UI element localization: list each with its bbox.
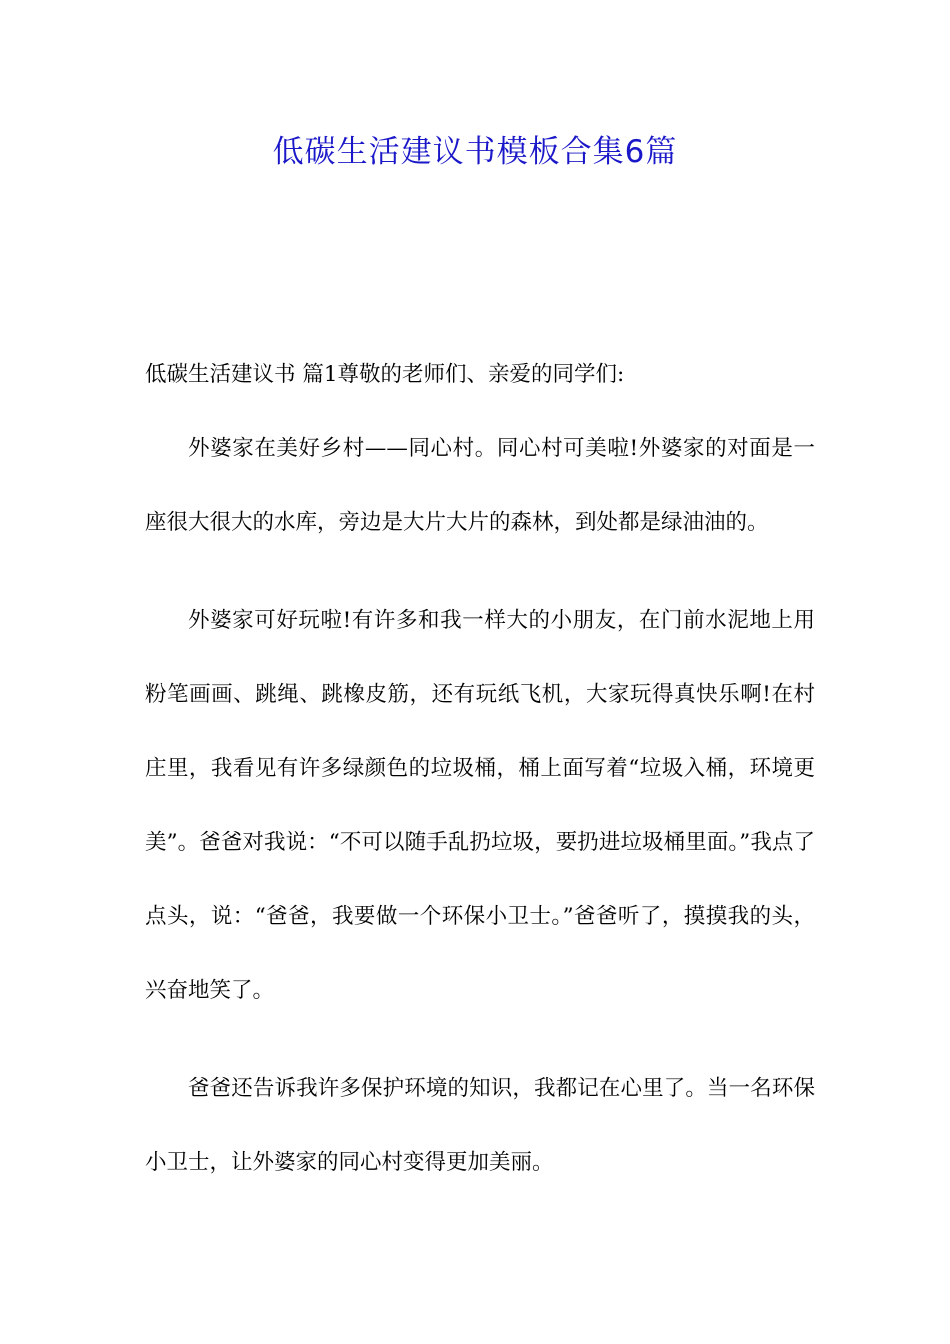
document-title: 低碳生活建议书模板合集6篇 xyxy=(272,134,678,170)
document-body xyxy=(145,338,815,1224)
paragraph: 外婆家在美好乡村——同心村。同心村可美啦!外婆家的对面是一座很大很大的水库，旁边是大片大片的森林，到处都是绿油油的。 xyxy=(145,436,815,535)
paragraph: 爸爸还告诉我许多保护环境的知识，我都记在心里了。当一名环保小卫士，让外婆家的同心村变得更加美丽。 xyxy=(145,1076,815,1175)
paragraph-heading-line: 低碳生活建议书 篇1尊敬的老师们、亲爱的同学们: xyxy=(145,362,625,387)
paragraph: 外婆家可好玩啦!有许多和我一样大的小朋友，在门前水泥地上用粉笔画画、跳绳、跳橡皮筋，还有玩纸飞机，大家玩得真快乐啊!在村庄里，我看见有许多绿颜色的垃圾桶，桶上面写着“垃圾入桶，环境更美”。爸爸对我说：“不可以随手乱扔垃圾，要扔进垃圾桶里面。”我点了点头，说：“爸爸，我要做一个环保小卫士。”爸爸听了，摸摸我的头，兴奋地笑了。 xyxy=(145,608,815,1003)
